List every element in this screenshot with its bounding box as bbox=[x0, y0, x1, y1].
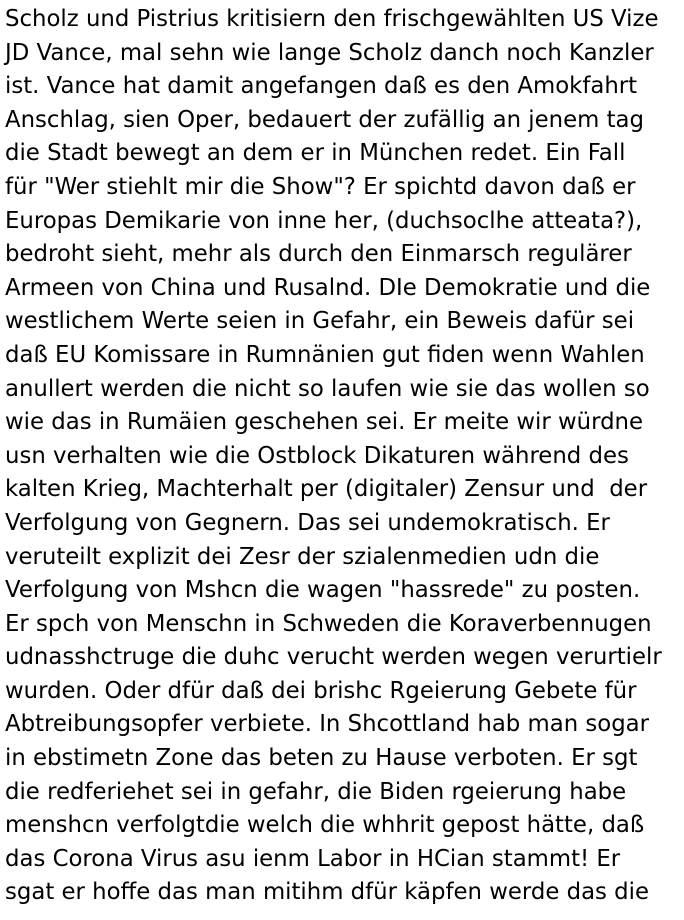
text-line: veruteilt explizit dei Zesr der szialenmedien udn die bbox=[5, 543, 600, 570]
text-line: Scholz und Pistrius kritisiern den frischgewählten US Vize bbox=[5, 6, 659, 32]
text-line: Verfolgung von Gegnern. Das sei undemokratisch. Er bbox=[5, 509, 610, 536]
text-line: in ebstimetn Zone das beten zu Hause verboten. Er sgt bbox=[5, 745, 638, 772]
text-line: ist. Vance hat damit angefangen daß es den Amokfahrt bbox=[5, 73, 638, 100]
text-line: das Corona Virus asu ienm Labor in HCian stammt! Er bbox=[5, 845, 621, 872]
text-line: bedroht sieht, mehr als durch den Einmarsch regulärer bbox=[5, 241, 632, 268]
text-line: Er spch von Menschn in Schweden die Koraverbennugen bbox=[5, 610, 652, 637]
text-line: sgat er hoffe das man mitihm dfür käpfen werde das die bbox=[5, 879, 650, 906]
text-line: für "Wer stiehlt mir die Show"? Er spichtd davon daß er bbox=[5, 173, 636, 200]
text-line: Abtreibungsopfer verbiete. In Shcottland hab man sogar bbox=[5, 711, 650, 738]
text-line: westlichem Werte seien in Gefahr, ein Beweis dafür sei bbox=[5, 308, 635, 335]
text-line: usn verhalten wie die Ostblock Dikaturen während des bbox=[5, 442, 629, 469]
text-line: die redferiehet sei in gefahr, die Biden rgeierung habe bbox=[5, 778, 627, 805]
text-line: menshcn verfolgtdie welch die whhrit gepost hätte, daß bbox=[5, 812, 645, 839]
text-line: anullert werden die nicht so laufen wie sie das wollen so bbox=[5, 375, 650, 402]
text-line: daß EU Komissare in Rumnänien gut fiden wenn Wahlen bbox=[5, 341, 645, 368]
text-line: Anschlag, sien Oper, bedauert der zufällig an jenem tag bbox=[5, 106, 644, 133]
text-line: Verfolgung von Mshcn die wagen "hassrede" zu posten. bbox=[5, 577, 641, 604]
text-line: die Stadt bewegt an dem er in München redet. Ein Fall bbox=[5, 140, 626, 167]
text-line: wie das in Rumäien geschehen sei. Er meite wir würdne bbox=[5, 409, 644, 436]
text-line: kalten Krieg, Machterhalt per (digitaler) Zensur und der bbox=[5, 476, 648, 503]
text-line: wurden. Oder dfür daß dei brishc Rgeierung Gebete für bbox=[5, 677, 637, 704]
text-line: udnasshctruge die duhc verucht werden wegen verurtielr bbox=[5, 644, 662, 671]
document-text bbox=[5, 3, 681, 910]
text-line: Armeen von China und Rusalnd. DIe Demokratie und die bbox=[5, 274, 651, 301]
text-line: Europas Demikarie von inne her, (duchsoclhe atteata?), bbox=[5, 207, 643, 234]
text-line: JD Vance, mal sehn wie lange Scholz danch noch Kanzler bbox=[5, 39, 654, 66]
